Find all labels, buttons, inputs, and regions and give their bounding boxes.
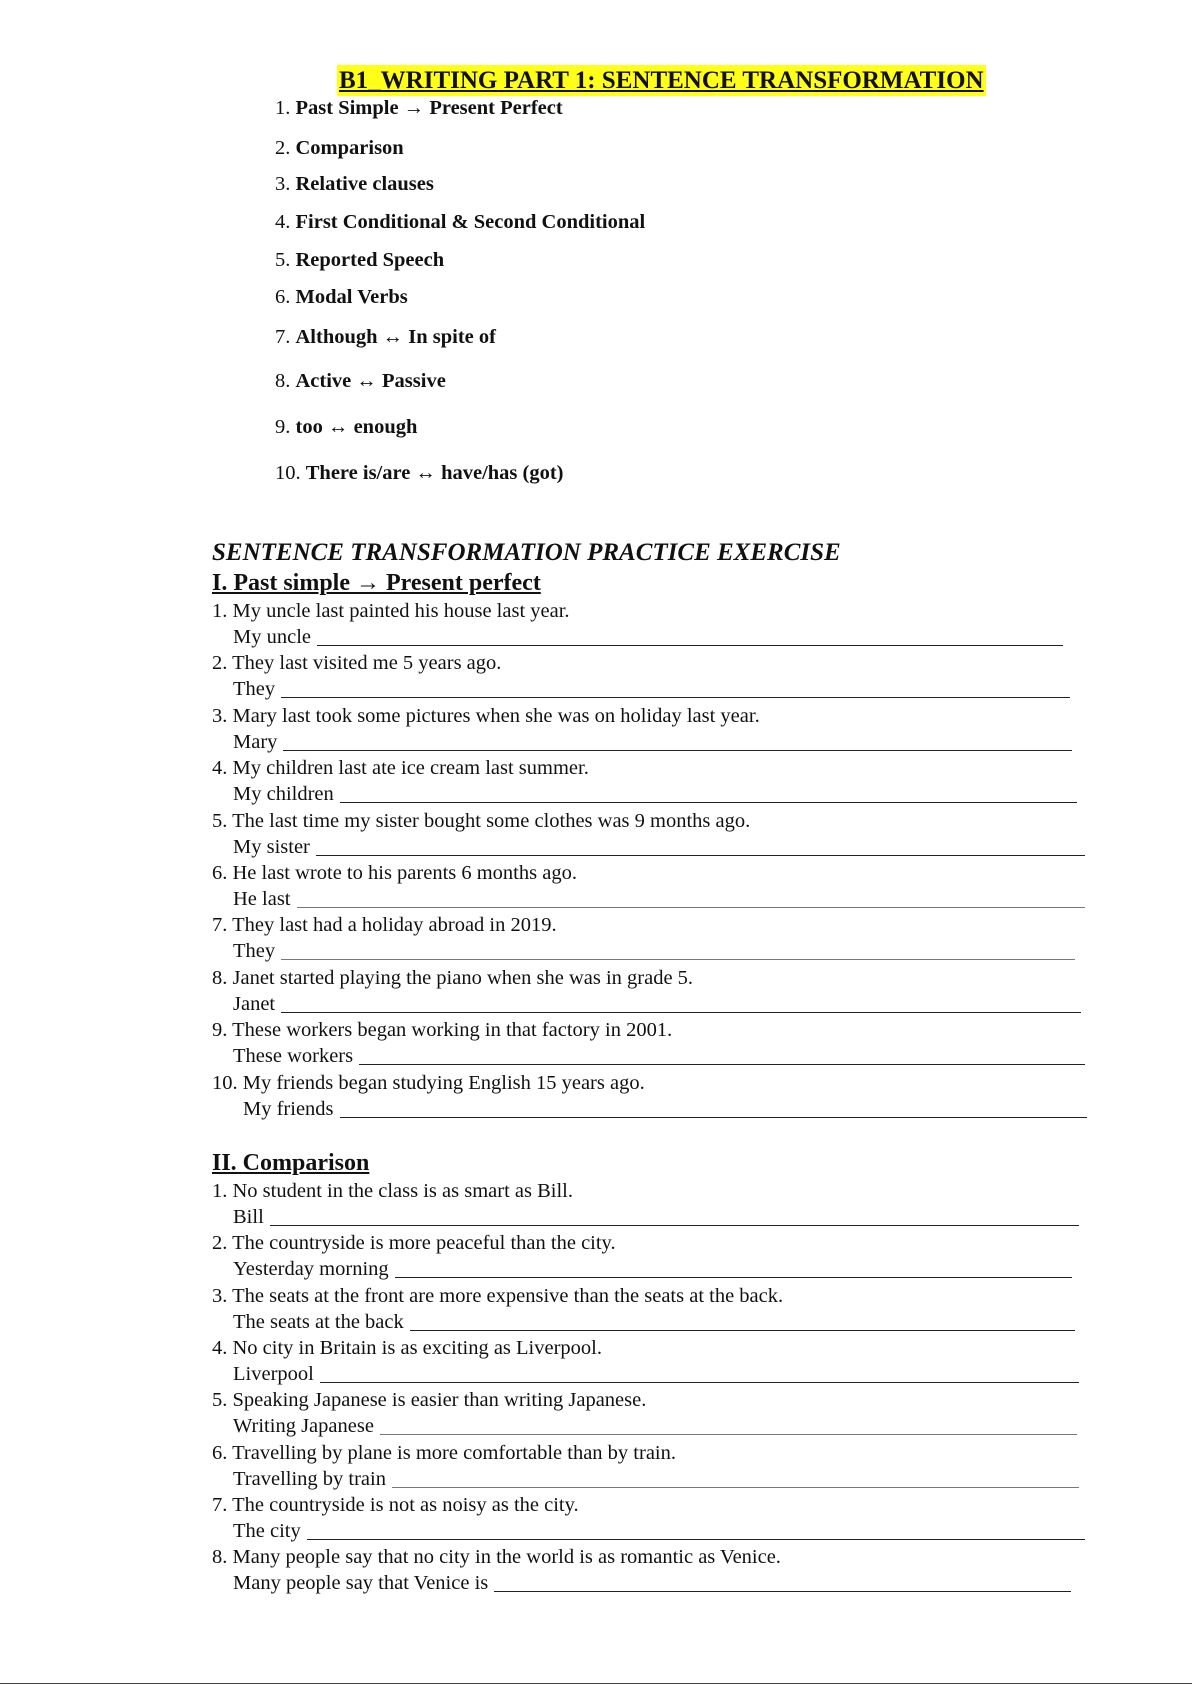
- answer-stem: Mary: [233, 730, 278, 753]
- answer-row: [212, 1518, 1092, 1544]
- topic-number: 1.: [275, 97, 291, 119]
- item-prompt: 9. These workers began working in that factory in 2001.: [212, 1019, 673, 1042]
- topic-item: [275, 325, 496, 349]
- answer-blank-line[interactable]: [307, 1539, 1085, 1540]
- topic-number: 5.: [275, 249, 291, 271]
- topic-item: [275, 172, 434, 196]
- exercise-item: [212, 1230, 1092, 1282]
- answer-blank-line[interactable]: [281, 697, 1070, 698]
- page-bottom-rule: [0, 1683, 1192, 1684]
- answer-stem: My friends: [243, 1097, 334, 1120]
- section-heading: II. Comparison: [212, 1150, 370, 1176]
- answer-blank-line[interactable]: [270, 1225, 1079, 1226]
- item-prompt: 3. The seats at the front are more expensive than the seats at the back.: [212, 1284, 784, 1307]
- topic-label: Past Simple → Present Perfect: [295, 97, 563, 119]
- answer-row: [212, 1256, 1092, 1282]
- exercise-item: [212, 1387, 1092, 1439]
- answer-stem: Writing Japanese: [233, 1415, 374, 1438]
- item-prompt: 3. Mary last took some pictures when she was on holiday last year.: [212, 704, 760, 727]
- item-prompt: 5. Speaking Japanese is easier than writing Japanese.: [212, 1389, 647, 1412]
- answer-stem: These workers: [233, 1045, 354, 1068]
- item-prompt: 10. My friends began studying English 15 years ago.: [212, 1071, 645, 1094]
- answer-row: [212, 624, 1092, 650]
- topic-label: Active ↔ Passive: [295, 370, 446, 392]
- topic-number: 7.: [275, 326, 291, 348]
- topic-item: [275, 96, 563, 120]
- answer-stem: My sister: [233, 835, 310, 858]
- answer-row: [212, 1043, 1092, 1069]
- answer-stem: They: [233, 678, 276, 701]
- exercise-item: [212, 598, 1092, 650]
- topic-number: 3.: [275, 173, 291, 195]
- answer-row: [212, 834, 1092, 860]
- answer-stem: They: [233, 940, 276, 963]
- answer-blank-line[interactable]: [340, 802, 1077, 803]
- item-prompt: 4. No city in Britain is as exciting as Liverpool.: [212, 1336, 603, 1359]
- answer-row: [212, 676, 1092, 702]
- exercise-item: [212, 860, 1092, 912]
- answer-stem: My uncle: [233, 626, 311, 648]
- item-prompt: 8. Many people say that no city in the world is as romantic as Venice.: [212, 1546, 781, 1569]
- answer-blank-line[interactable]: [340, 1117, 1087, 1118]
- item-prompt: 2. They last visited me 5 years ago.: [212, 652, 502, 675]
- exercise-item: [212, 755, 1092, 807]
- page-title: B1_WRITING PART 1: SENTENCE TRANSFORMATION: [339, 67, 984, 94]
- answer-stem: Liverpool: [233, 1362, 314, 1385]
- item-prompt: 4. My children last ate ice cream last summer.: [212, 757, 589, 780]
- exercise-item: [212, 1283, 1092, 1335]
- item-prompt: 5. The last time my sister bought some clothes was 9 months ago.: [212, 809, 751, 832]
- topic-label: Modal Verbs: [295, 286, 408, 308]
- exercise-item: [212, 703, 1092, 755]
- topic-item: [275, 415, 417, 439]
- answer-row: [212, 1570, 1092, 1596]
- topic-label: Reported Speech: [295, 249, 445, 271]
- answer-row: [212, 1204, 1092, 1230]
- topic-number: 4.: [275, 211, 291, 233]
- topic-label: too ↔ enough: [295, 416, 418, 438]
- answer-blank-line[interactable]: [316, 855, 1085, 856]
- topic-number: 9.: [275, 416, 291, 438]
- topic-item: [275, 210, 645, 234]
- exercise-item: [212, 1335, 1092, 1387]
- answer-stem: The seats at the back: [233, 1310, 404, 1333]
- exercise-title: SENTENCE TRANSFORMATION PRACTICE EXERCISE: [212, 539, 841, 566]
- answer-blank-line[interactable]: [392, 1487, 1079, 1488]
- topic-label: First Conditional & Second Conditional: [295, 211, 646, 233]
- answer-stem: Bill: [233, 1206, 264, 1228]
- topic-item: [275, 248, 444, 272]
- item-prompt: 8. Janet started playing the piano when she was in grade 5.: [212, 966, 694, 989]
- topic-number: 6.: [275, 286, 291, 308]
- exercise-item: [212, 1440, 1092, 1492]
- answer-row: [212, 1096, 1092, 1122]
- answer-blank-line[interactable]: [410, 1330, 1075, 1331]
- answer-row: [212, 729, 1092, 755]
- answer-stem: He last: [233, 888, 291, 910]
- topic-label: Relative clauses: [295, 173, 434, 195]
- answer-blank-line[interactable]: [283, 750, 1072, 751]
- answer-stem: The city: [233, 1519, 301, 1542]
- exercise-item: [212, 965, 1092, 1017]
- answer-stem: Travelling by train: [233, 1467, 386, 1490]
- topic-label: Although ↔ In spite of: [295, 326, 496, 348]
- topic-label: Comparison: [295, 137, 404, 159]
- answer-row: [212, 938, 1092, 964]
- topic-number: 8.: [275, 370, 291, 392]
- answer-blank-line[interactable]: [317, 645, 1063, 646]
- answer-row: [212, 1361, 1092, 1387]
- topic-item: [275, 461, 564, 485]
- exercise-item: [212, 912, 1092, 964]
- exercise-item: [212, 1178, 1092, 1230]
- exercise-item: [212, 1544, 1092, 1596]
- exercise-item: [212, 1017, 1092, 1069]
- exercise-item: [212, 808, 1092, 860]
- answer-blank-line[interactable]: [320, 1382, 1079, 1383]
- topic-item: [275, 136, 404, 160]
- item-prompt: 1. No student in the class is as smart as Bill.: [212, 1180, 573, 1202]
- item-prompt: 7. The countryside is not as noisy as the city.: [212, 1493, 579, 1516]
- answer-row: [212, 886, 1092, 912]
- answer-row: [212, 1309, 1092, 1335]
- answer-blank-line[interactable]: [359, 1064, 1085, 1065]
- section-heading: I. Past simple → Present perfect: [212, 570, 541, 596]
- item-prompt: 1. My uncle last painted his house last year.: [212, 600, 570, 622]
- answer-stem: My children: [233, 783, 334, 806]
- item-prompt: 7. They last had a holiday abroad in 2019.: [212, 914, 557, 937]
- answer-stem: Janet: [233, 992, 276, 1015]
- answer-row: [212, 1466, 1092, 1492]
- answer-blank-line[interactable]: [281, 959, 1075, 960]
- answer-row: [212, 781, 1092, 807]
- item-prompt: 2. The countryside is more peaceful than the city.: [212, 1232, 616, 1255]
- answer-stem: Many people say that Venice is: [233, 1572, 489, 1595]
- answer-blank-line[interactable]: [380, 1434, 1077, 1435]
- answer-row: [212, 1413, 1092, 1439]
- answer-blank-line[interactable]: [297, 907, 1086, 908]
- topic-number: 2.: [275, 137, 291, 159]
- topic-item: [275, 369, 446, 393]
- exercise-item: [212, 1070, 1092, 1122]
- answer-stem: Yesterday morning: [233, 1258, 389, 1281]
- answer-blank-line[interactable]: [281, 1012, 1081, 1013]
- item-prompt: 6. He last wrote to his parents 6 months ago.: [212, 862, 577, 884]
- answer-blank-line[interactable]: [494, 1591, 1071, 1592]
- exercise-item: [212, 1492, 1092, 1544]
- answer-blank-line[interactable]: [395, 1277, 1072, 1278]
- topic-label: There is/are ↔ have/has (got): [305, 462, 564, 484]
- exercise-item: [212, 650, 1092, 702]
- topic-number: 10.: [275, 462, 301, 484]
- item-prompt: 6. Travelling by plane is more comfortable than by train.: [212, 1441, 677, 1464]
- topic-item: [275, 285, 408, 309]
- answer-row: [212, 991, 1092, 1017]
